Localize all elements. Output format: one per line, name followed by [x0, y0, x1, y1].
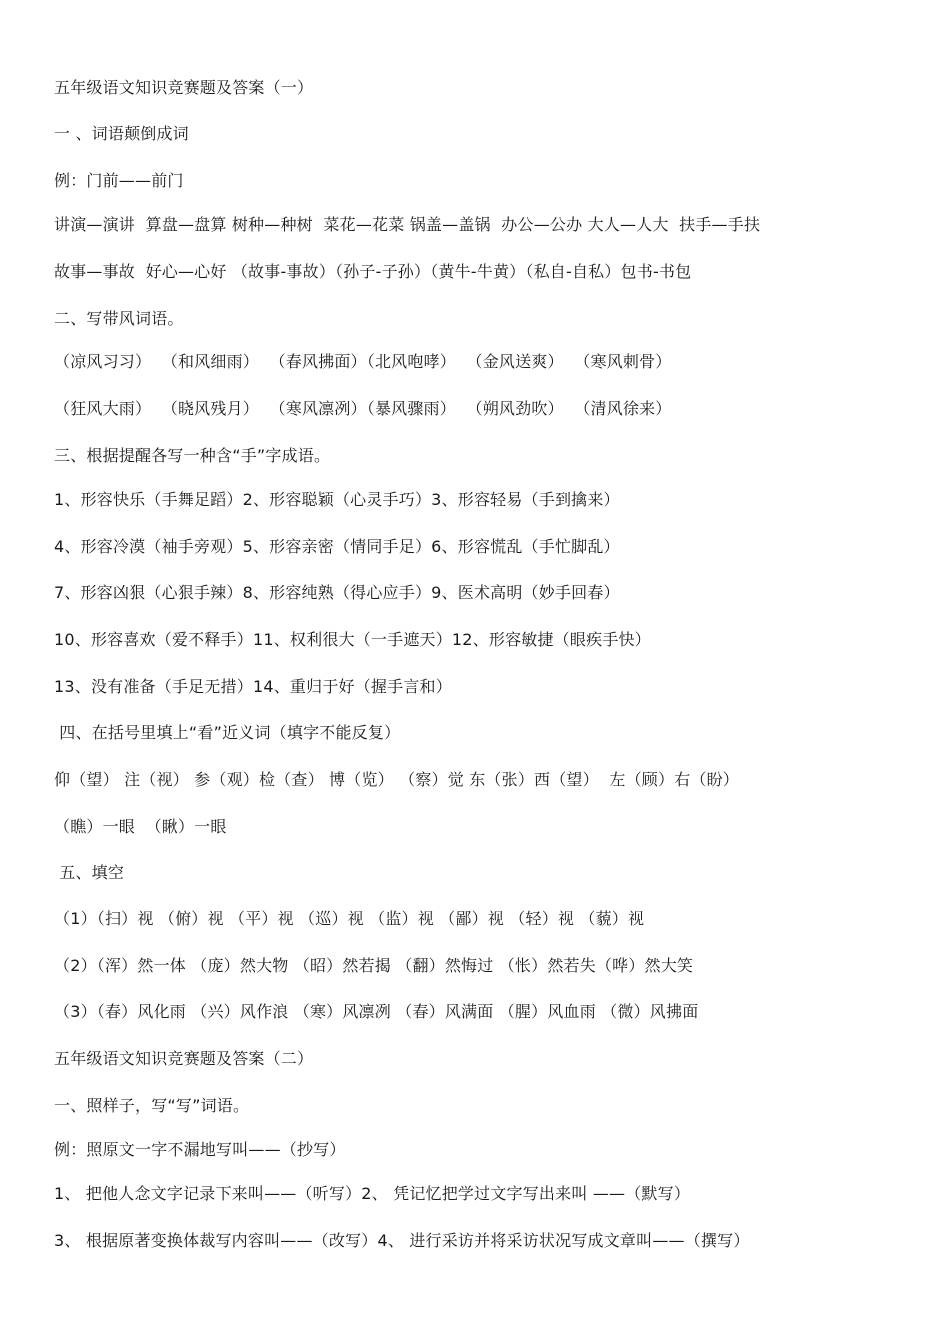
answer-line: 7、形容凶狠（心狠手辣）8、形容纯熟（得心应手）9、医术高明（妙手回春） [54, 583, 620, 602]
question-heading: 一 、词语颠倒成词 [54, 124, 189, 143]
answer-line: 13、没有准备（手足无措）14、重归于好（握手言和） [54, 677, 452, 696]
question-heading: 三、根据提醒各写一种含“手”字成语。 [54, 446, 331, 465]
answer-line: 10、形容喜欢（爱不释手）11、权利很大（一手遮天）12、形容敏捷（眼疾手快） [54, 630, 651, 649]
answer-line: 4、形容冷漠（袖手旁观）5、形容亲密（情同手足）6、形容慌乱（手忙脚乱） [54, 537, 620, 556]
example-line: 例：照原文一字不漏地写叫——（抄写） [54, 1140, 346, 1159]
answer-line: 3、 根据原著变换体裁写内容叫——（改写）4、 进行采访并将采访状况写成文章叫——（撰写） [54, 1231, 750, 1250]
question-heading: 一、照样子，写“写”词语。 [54, 1096, 250, 1115]
answer-line: （瞧）一眼 （瞅）一眼 [54, 817, 227, 836]
question-heading: 五、填空 [54, 863, 125, 882]
answer-line: （2）（浑）然一体 （庞）然大物 （昭）然若揭 （翻）然悔过 （怅）然若失（哗）然大笑 [54, 956, 694, 975]
question-heading: 四、在括号里填上“看”近义词（填字不能反复） [54, 723, 401, 742]
answer-line: 讲演—演讲 算盘—盘算 树种—种树 菜花—花菜 锅盖—盖锅 办公—公办 大人—人大 扶手—手扶 [54, 215, 761, 234]
section-title: 五年级语文知识竞赛题及答案（一） [54, 78, 314, 97]
answer-line: 故事—事故 好心—心好 （故事-事故）（孙子-子孙）（黄牛-牛黄）（私自-自私）包书-书包 [54, 262, 692, 281]
section-title: 五年级语文知识竞赛题及答案（二） [54, 1049, 314, 1068]
answer-line: （1）（扫）视 （俯）视 （平）视 （巡）视 （监）视 （鄙）视 （轻）视 （藐）视 [54, 909, 645, 928]
answer-line: （狂风大雨） （晓风残月） （寒风凛冽）（暴风骤雨） （朔风劲吹） （清风徐来） [54, 399, 672, 418]
answer-line: 1、 把他人念文字记录下来叫——（听写）2、 凭记忆把学过文字写出来叫 ——（默写） [54, 1184, 691, 1203]
answer-line: 仰（望） 注（视） 参（观）检（查） 博（览） （察）觉 东（张）西（望） 左（顾）右（盼） [54, 770, 740, 789]
answer-line: 1、形容快乐（手舞足蹈）2、形容聪颖（心灵手巧）3、形容轻易（手到擒来） [54, 490, 620, 509]
question-heading: 二、写带风词语。 [54, 309, 184, 328]
answer-line: （3）（春）风化雨 （兴）风作浪 （寒）风凛冽 （春）风满面 （腥）风血雨 （微）风拂面 [54, 1002, 699, 1021]
example-line: 例：门前——前门 [54, 171, 184, 190]
answer-line: （凉风习习） （和风细雨） （春风拂面）（北风咆哮） （金风送爽） （寒风刺骨） [54, 352, 672, 371]
